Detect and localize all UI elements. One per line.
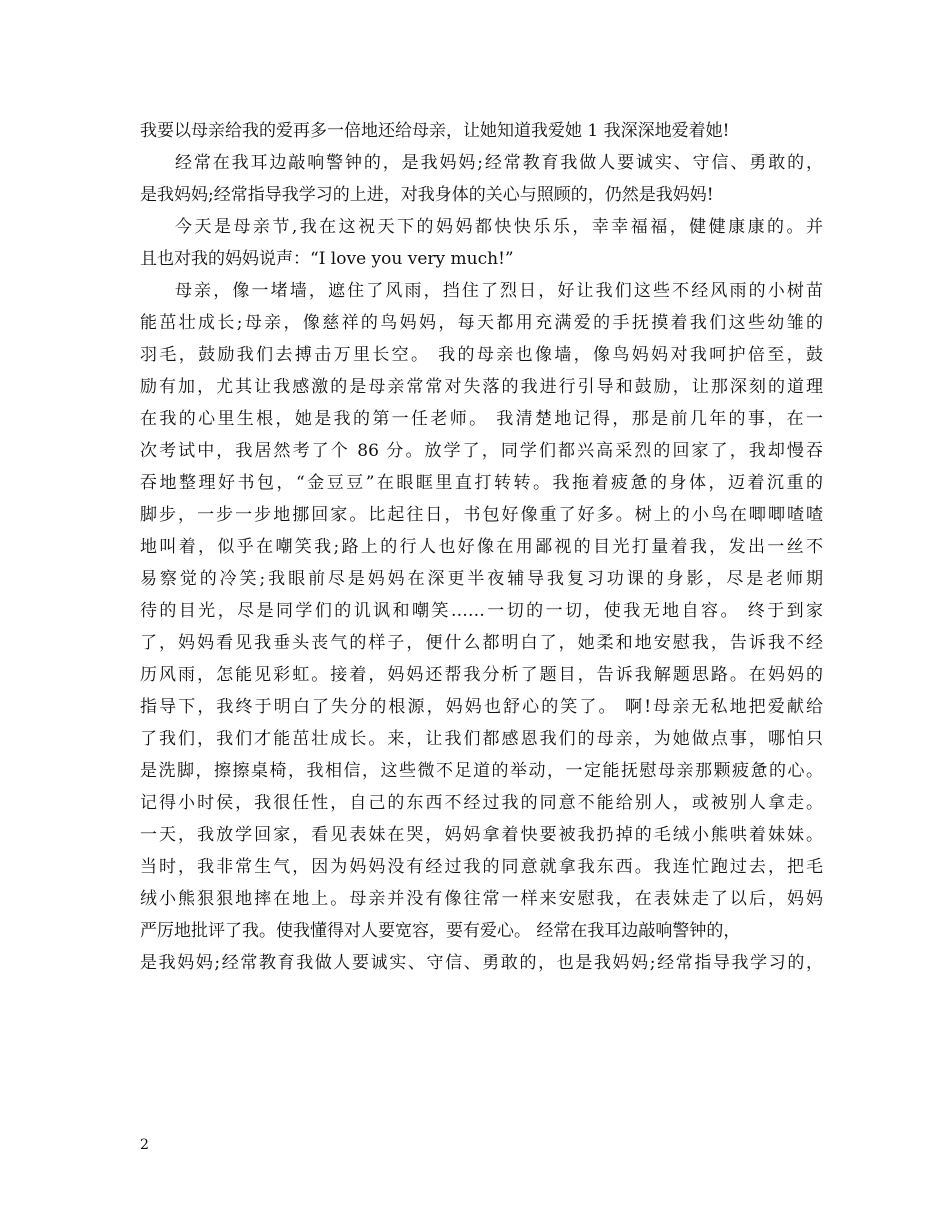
text-line: 一天，我放学回家，看见表妹在哭，妈妈拿着快要被我扔掉的毛绒小熊哄着妹妹。	[140, 825, 823, 845]
text-line: 且也对我的妈妈说声：“I love you very much!”	[140, 249, 514, 269]
text-line: 今天是母亲节,我在这祝天下的妈妈都快快乐乐，幸幸福福，健健康康的。并	[175, 217, 823, 237]
text-line: 了，妈妈看见我垂头丧气的样子，便什么都明白了，她柔和地安慰我，告诉我不经	[140, 633, 823, 653]
document-body	[140, 115, 823, 979]
text-line: 羽毛，鼓励我们去搏击万里长空。 我的母亲也像墙，像鸟妈妈对我呵护倍至，鼓	[140, 345, 823, 365]
text-line: 记得小时侯，我很任性，自己的东西不经过我的同意不能给别人，或被别人拿走。	[140, 793, 823, 813]
text-line: 绒小熊狠狠地摔在地上。母亲并没有像往常一样来安慰我，在表妹走了以后，妈妈	[140, 889, 823, 909]
text-line: 易察觉的冷笑;我眼前尽是妈妈在深更半夜辅导我复习功课的身影，尽是老师期	[140, 569, 823, 589]
text-line: 脚步，一步一步地挪回家。比起往日，书包好像重了好多。树上的小鸟在唧唧喳喳	[140, 505, 823, 525]
text-line: 是我妈妈;经常教育我做人要诚实、守信、勇敢的，也是我妈妈;经常指导我学习的，	[140, 953, 823, 973]
text-line: 我要以母亲给我的爱再多一倍地还给母亲，让她知道我爱她 1 我深深地爱着她!	[140, 121, 730, 141]
text-line: 当时，我非常生气，因为妈妈没有经过我的同意就拿我东西。我连忙跑过去，把毛	[140, 857, 823, 877]
text-line: 励有加，尤其让我感激的是母亲常常对失落的我进行引导和鼓励，让那深刻的道理	[140, 377, 823, 397]
text-line: 在我的心里生根，她是我的第一任老师。 我清楚地记得，那是前几年的事，在一	[140, 409, 823, 429]
text-line: 待的目光，尽是同学们的讥讽和嘲笑……一切的一切，使我无地自容。 终于到家	[140, 601, 823, 621]
text-line: 是我妈妈;经常指导我学习的上进，对我身体的关心与照顾的，仍然是我妈妈!	[140, 185, 714, 205]
text-line: 母亲，像一堵墙，遮住了风雨，挡住了烈日，好让我们这些不经风雨的小树苗	[175, 281, 823, 301]
page-number: 2	[140, 1137, 149, 1153]
text-line: 吞地整理好书包，“金豆豆”在眼眶里直打转转。我拖着疲惫的身体，迈着沉重的	[140, 473, 823, 493]
text-line: 地叫着，似乎在嘲笑我;路上的行人也好像在用鄙视的目光打量着我，发出一丝不	[140, 537, 823, 557]
text-line: 严厉地批评了我。使我懂得对人要宽容，要有爱心。 经常在我耳边敲响警钟的，	[140, 921, 741, 941]
text-line: 能茁壮成长;母亲，像慈祥的鸟妈妈，每天都用充满爱的手抚摸着我们这些幼雏的	[140, 313, 823, 333]
text-line: 次考试中，我居然考了个 86 分。放学了，同学们都兴高采烈的回家了，我却慢吞	[140, 441, 823, 461]
text-line: 历风雨，怎能见彩虹。接着，妈妈还帮我分析了题目，告诉我解题思路。在妈妈的	[140, 665, 823, 685]
text-line: 了我们，我们才能茁壮成长。来，让我们都感恩我们的母亲，为她做点事，哪怕只	[140, 729, 823, 749]
text-line: 指导下，我终于明白了失分的根源，妈妈也舒心的笑了。 啊!母亲无私地把爱献给	[140, 697, 823, 717]
text-line: 经常在我耳边敲响警钟的，是我妈妈;经常教育我做人要诚实、守信、勇敢的，	[175, 153, 823, 173]
text-line: 是洗脚，擦擦桌椅，我相信，这些微不足道的举动，一定能抚慰母亲那颗疲惫的心。	[140, 761, 823, 781]
